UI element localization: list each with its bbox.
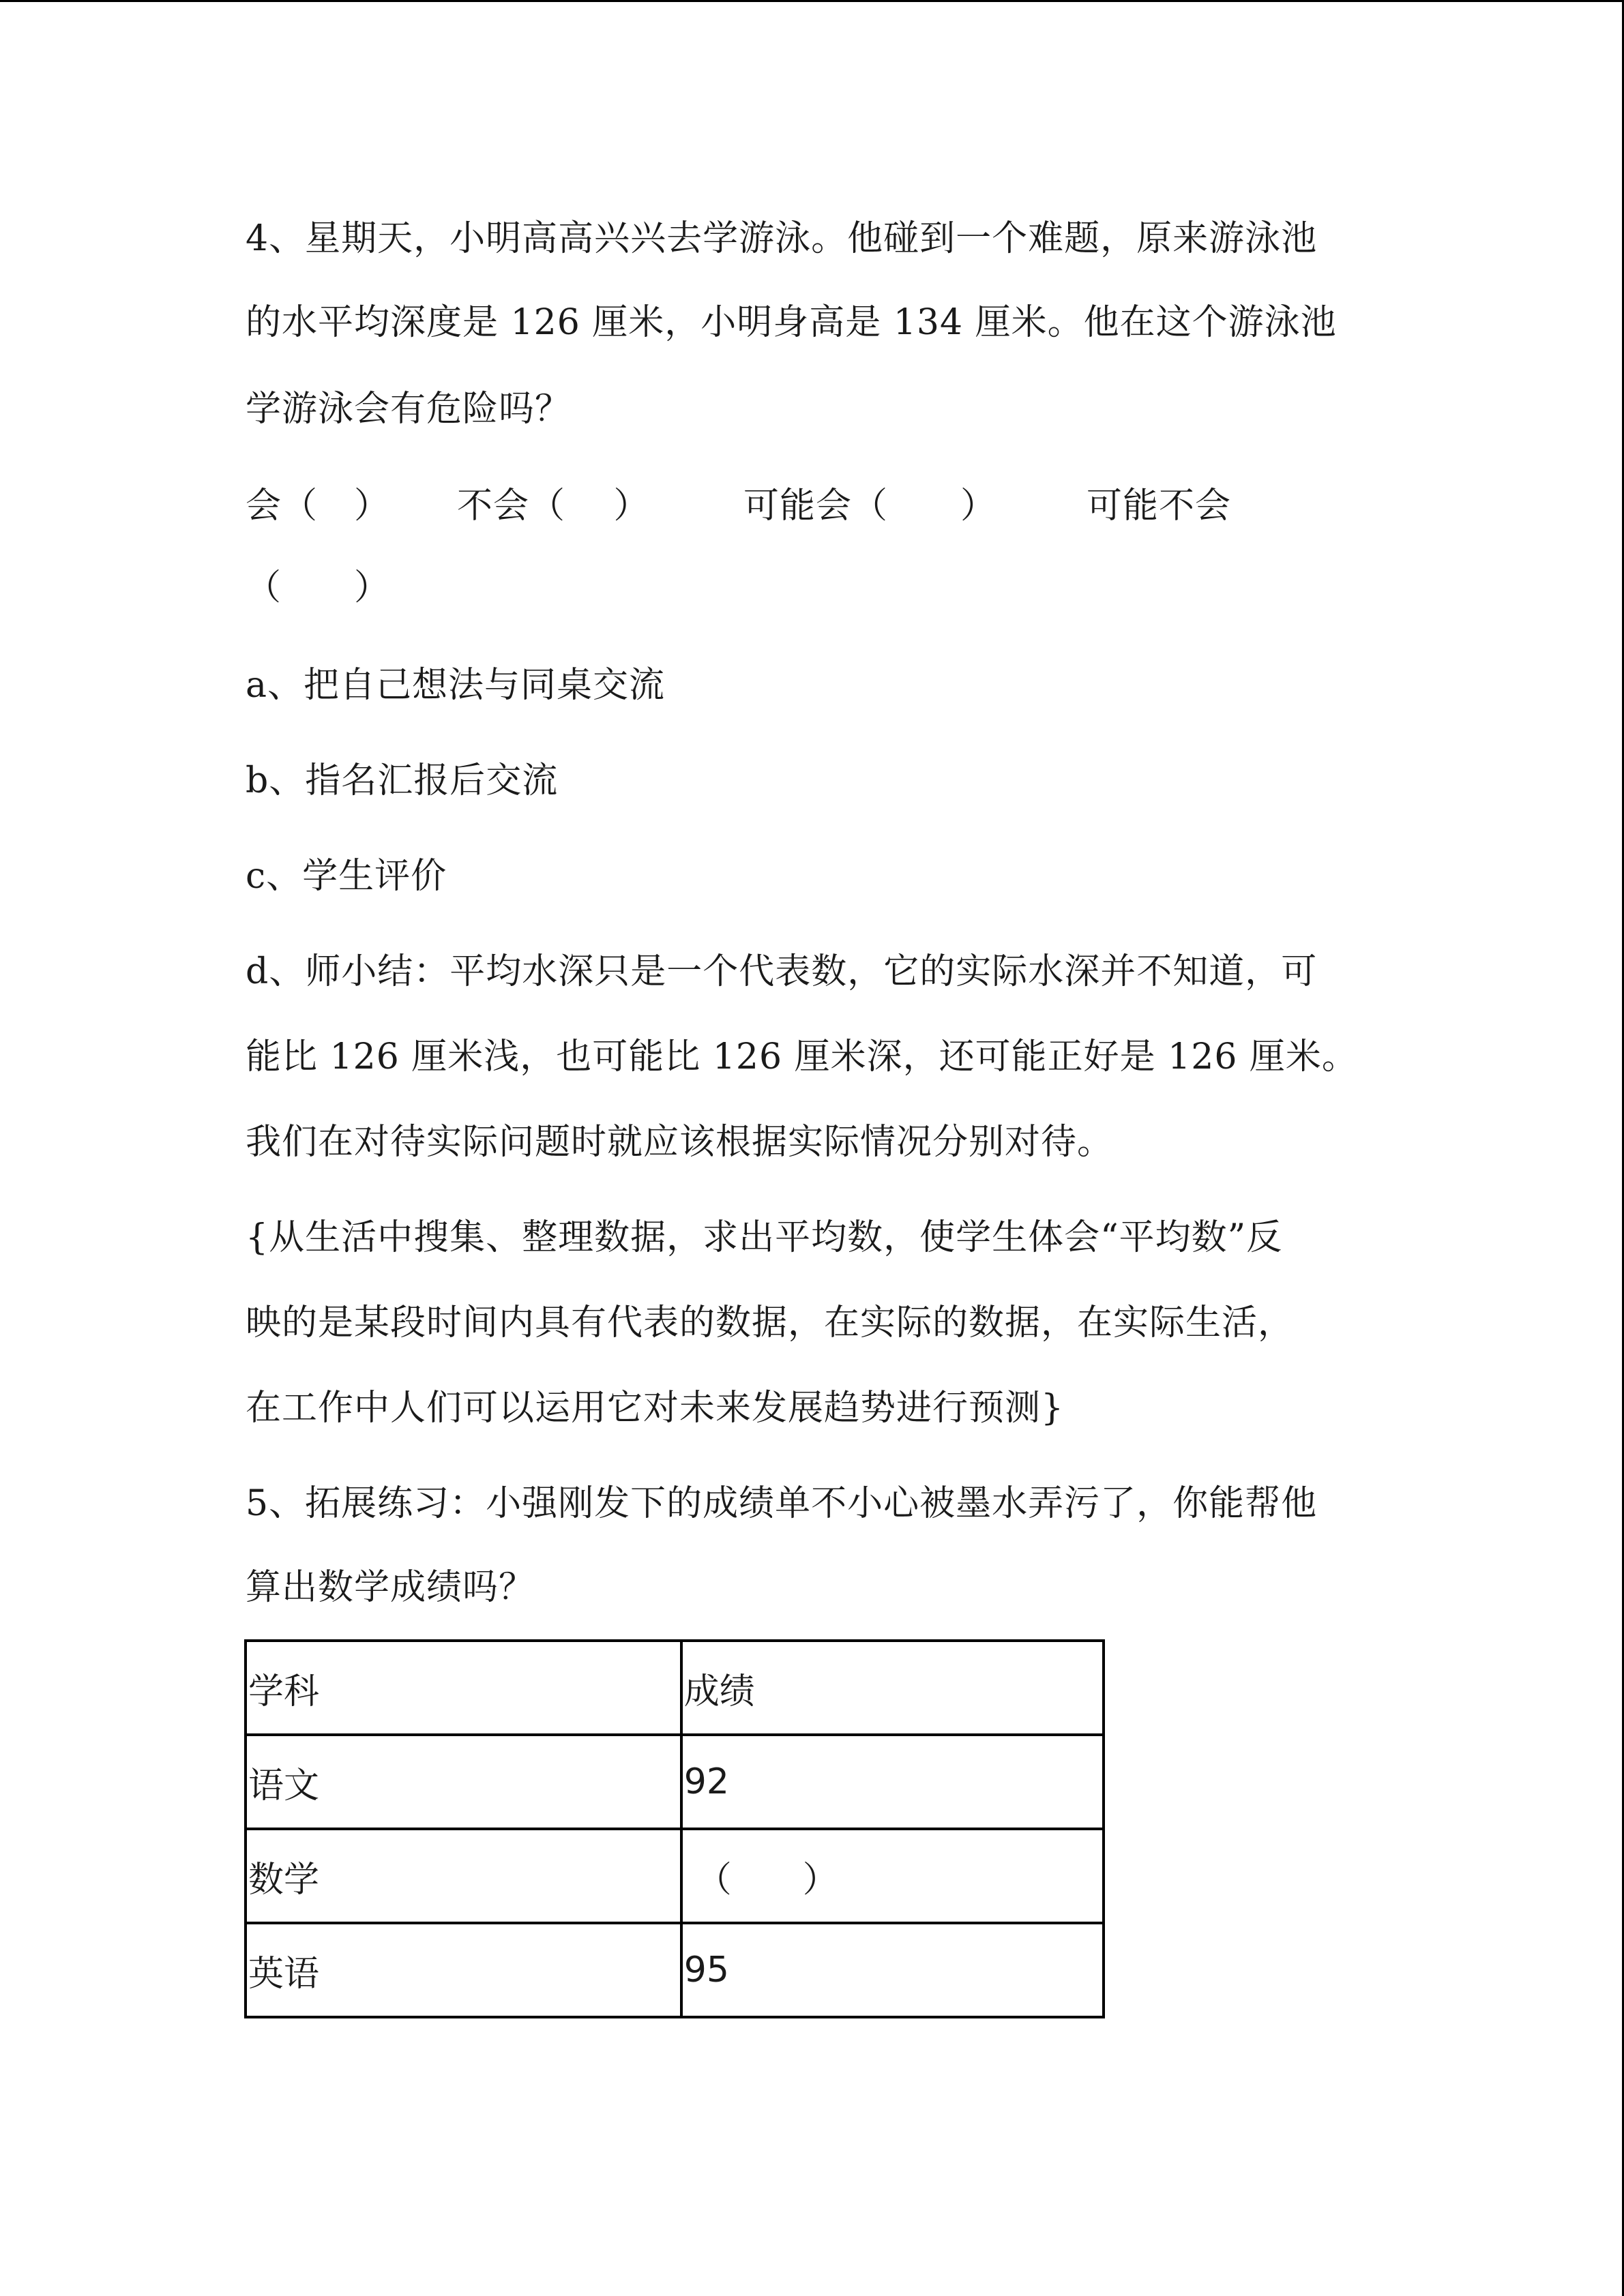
option-maybe-not: 可能不会: [1087, 486, 1232, 526]
step-d-line-2: 能比 126 厘米浅，也可能比 126 厘米深，还可能正好是 126 厘米。: [246, 1037, 1358, 1077]
step-c: c、学生评价: [246, 856, 447, 897]
table-row: [246, 1923, 1104, 2017]
q4-line-3: 学游泳会有危险吗？: [246, 389, 572, 430]
subject-cell: 数学: [246, 1829, 681, 1923]
step-b: b、指名汇报后交流: [246, 760, 559, 801]
step-d-line-1: d、师小结：平均水深只是一个代表数，它的实际水深并不知道，可: [246, 951, 1318, 992]
q5-line-1: 5、拓展练习：小强刚发下的成绩单不小心被墨水弄污了，你能帮他: [246, 1483, 1318, 1524]
option-no: 不会（ ）: [457, 486, 650, 526]
q4-options: [246, 486, 1337, 526]
q4-line-2: 的水平均深度是 126 厘米，小明身高是 134 厘米。他在这个游泳池: [246, 302, 1337, 343]
page-top-border: [0, 0, 1624, 2]
q4-line-1: 4、星期天，小明高高兴兴去学游泳。他碰到一个难题，原来游泳池: [246, 218, 1318, 259]
subject-cell: 语文: [246, 1735, 681, 1829]
score-table: [244, 1639, 1105, 2018]
note-line-3: 在工作中人们可以运用它对未来发展趋势进行预测}: [246, 1388, 1065, 1429]
q5-line-2: 算出数学成绩吗？: [246, 1567, 535, 1608]
header-subject: 学科: [246, 1641, 681, 1735]
note-line-1: {从生活中搜集、整理数据，求出平均数，使学生体会“平均数”反: [246, 1217, 1283, 1258]
option-yes: 会（ ）: [246, 486, 391, 526]
score-cell: 95: [681, 1923, 1104, 2017]
table-row: [246, 1829, 1104, 1923]
step-d-line-3: 我们在对待实际问题时就应该根据实际情况分别对待。: [246, 1122, 1114, 1163]
option-maybe: 可能会（ ）: [743, 486, 997, 526]
table-header-row: [246, 1641, 1104, 1735]
option-maybe-not-blank: （ ）: [246, 567, 391, 608]
subject-cell: 英语: [246, 1923, 681, 2017]
table-row: [246, 1735, 1104, 1829]
score-cell-blank: （ ）: [681, 1829, 1104, 1923]
note-line-2: 映的是某段时间内具有代表的数据，在实际的数据，在实际生活，: [246, 1302, 1295, 1343]
header-score: 成绩: [681, 1641, 1104, 1735]
step-a: a、把自己想法与同桌交流: [246, 665, 666, 706]
score-cell: 92: [681, 1735, 1104, 1829]
